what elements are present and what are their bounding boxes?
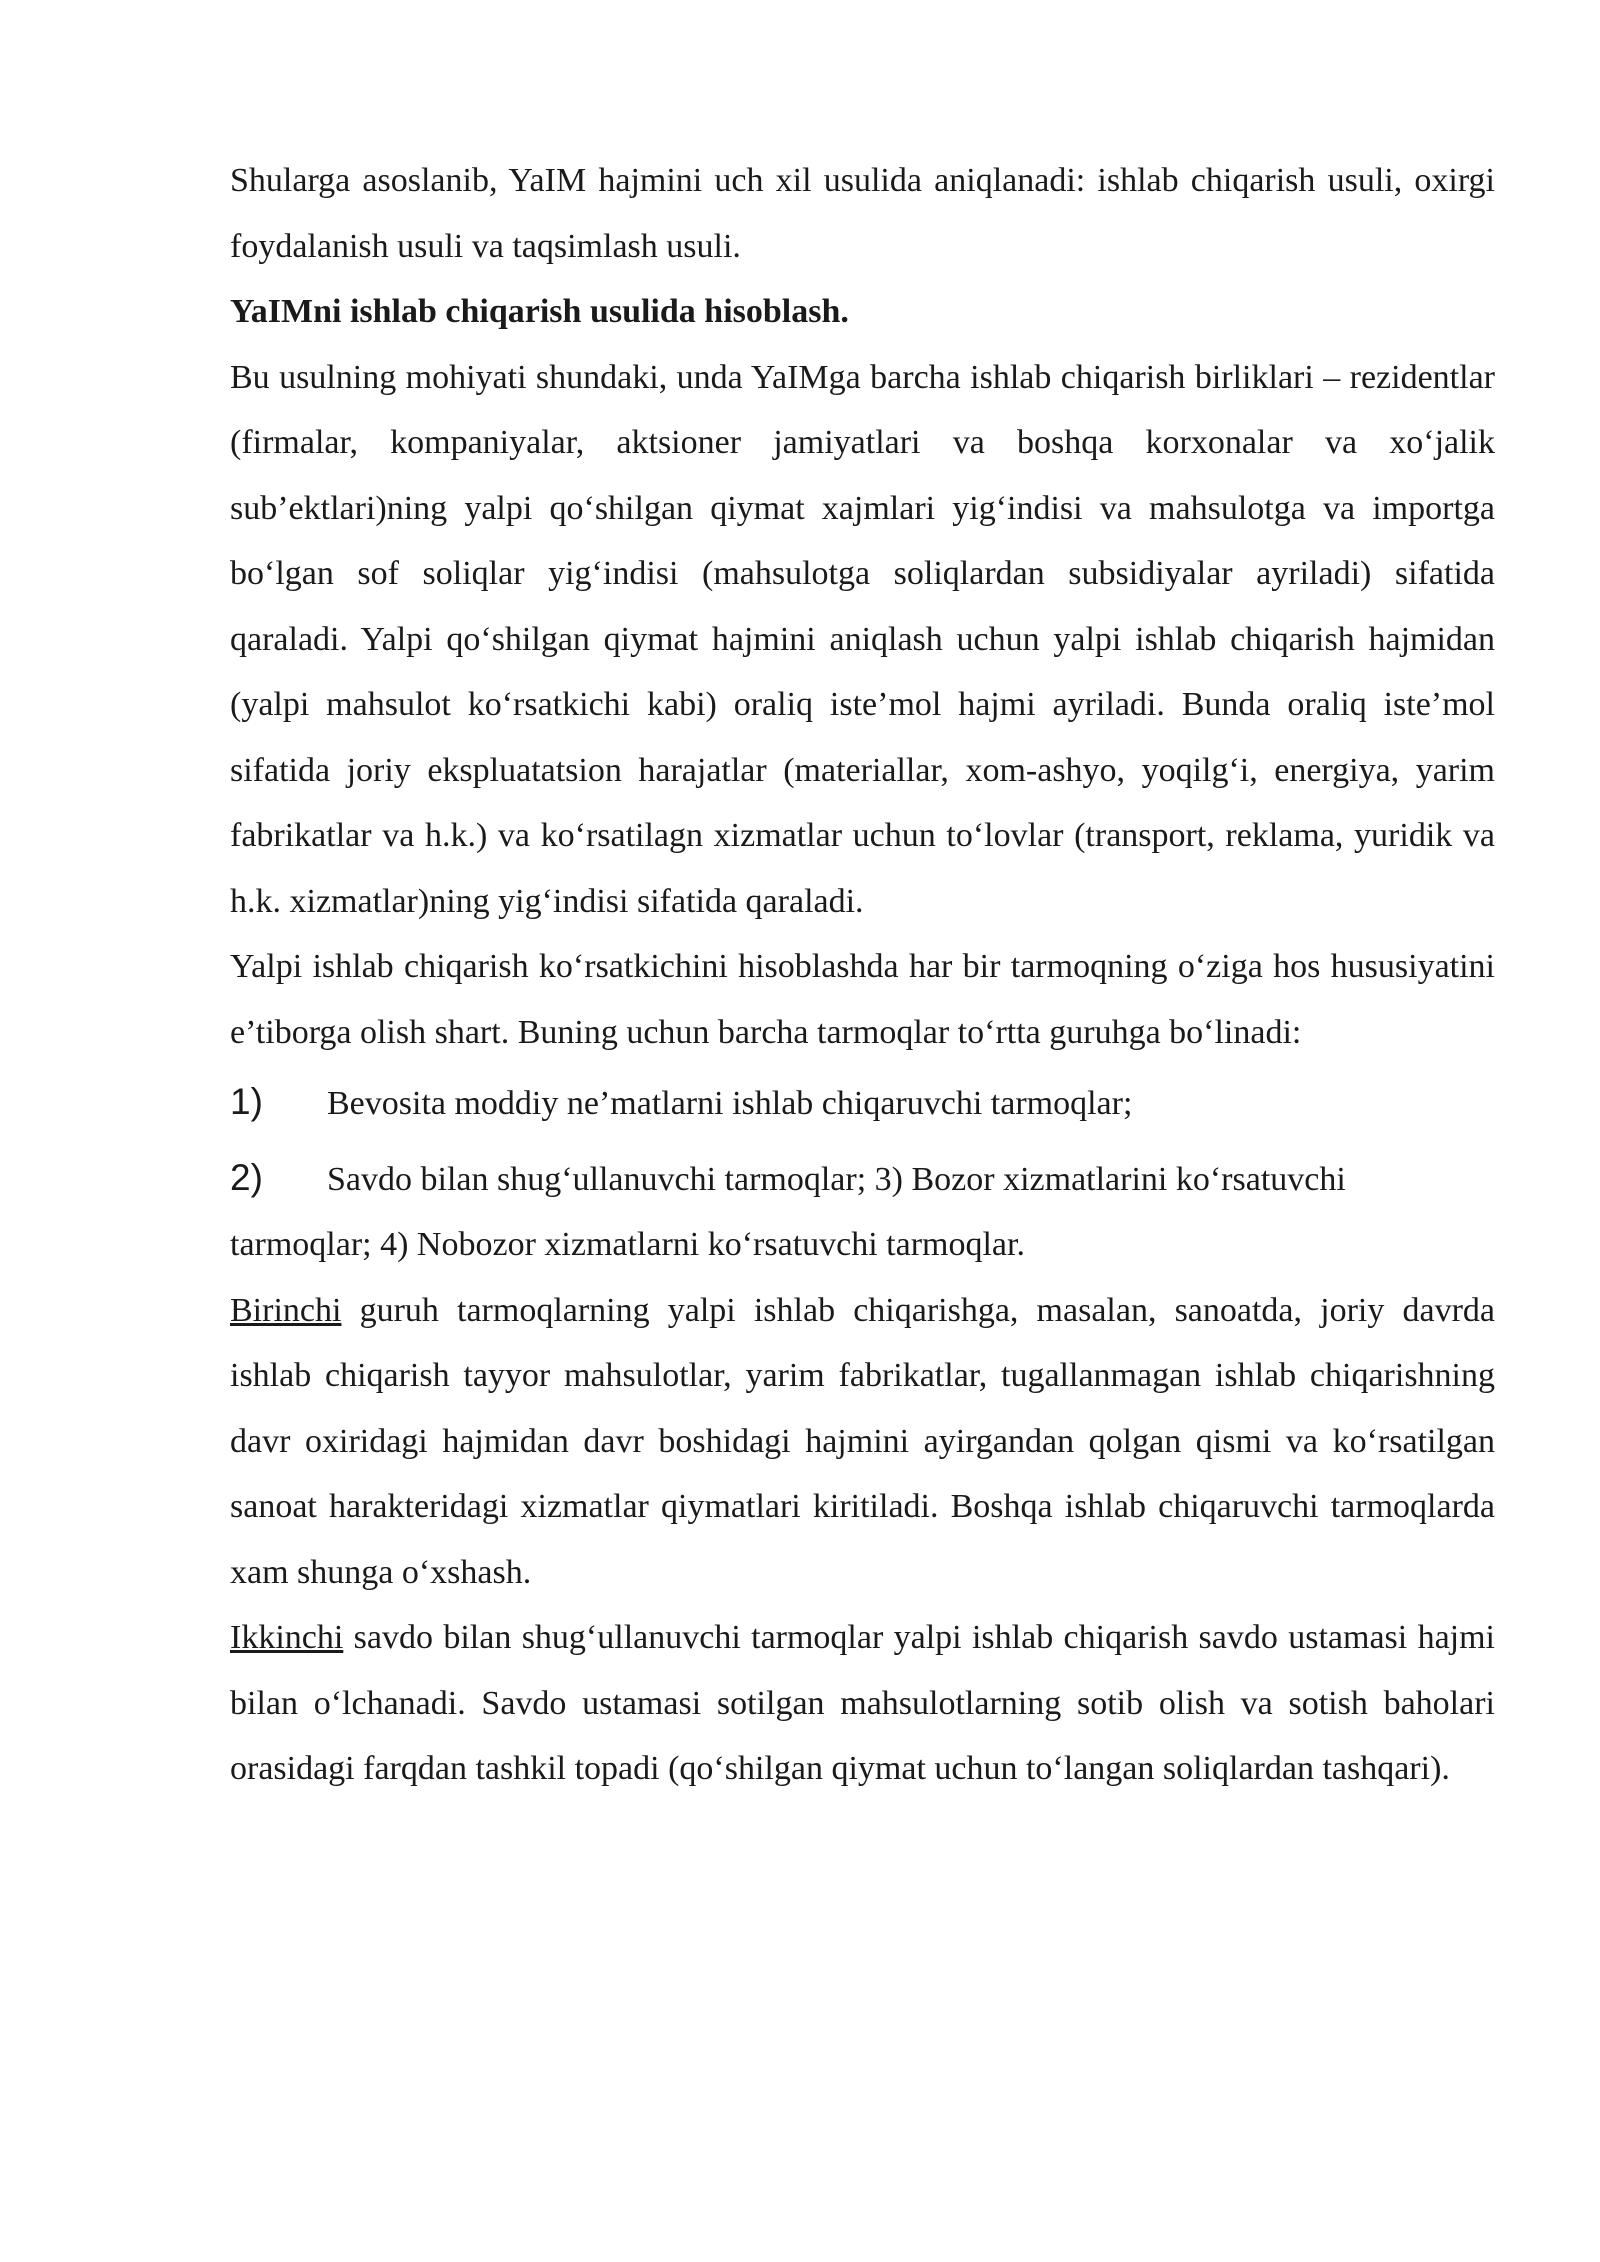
- list-text: Savdo bilan shug‘ullanuvchi tarmoqlar; 3) Bozor xizmatlarini ko‘rsatuvchi tarmoqlar; 4) Nobozor xizmatlarni ko‘rsatuvchi tarmoqlar.: [230, 1160, 1346, 1263]
- method-description-paragraph: Bu usulning mohiyati shundaki, unda YaIMga barcha ishlab chiqarish birliklari – rezidentlar (firmalar, kompaniyalar, aktsioner jamiyatlari va boshqa korxonalar va xo‘jalik sub’ektlari)ning yalpi qo‘shilgan qiymat xajmlari yig‘indisi va mahsulotga va importga bo‘lgan sof soliqlar yig‘indisi (mahsulotga soliqlardan subsidiyalar ayriladi) sifatida qaraladi. Yalpi qo‘shilgan qiymat hajmini aniqlash uchun yalpi ishlab chiqarish hajmidan (yalpi mahsulot ko‘rsatkichi kabi) oraliq iste’mol hajmi ayriladi. Bunda oraliq iste’mol sifatida joriy ekspluatatsion harajatlar (materiallar, xom-ashyo, yoqilg‘i, energiya, yarim fabrikatlar va h.k.) va ko‘rsatilagn xizmatlar uchun to‘lovlar (transport, reklama, yuridik va h.k. xizmatlar)ning yig‘indisi sifatida qaraladi.: [230, 358, 1495, 920]
- first-group-paragraph: [230, 1278, 1495, 1606]
- document-page: [230, 148, 1495, 1802]
- first-group-text: guruh tarmoqlarning yalpi ishlab chiqarishga, masalan, sanoatda, joriy davrda ishlab chiqarish tayyor mahsulotlar, yarim fabrikatlar, tugallanmagan ishlab chiqarishning davr oxiridagi hajmidan davr boshidagi hajmini ayirgandan qolgan qismi va ko‘rsatilgan sanoat harakteridagi xizmatlar qiymatlari kiritiladi. Boshqa ishlab chiqaruvchi tarmoqlarda xam shunga o‘xshash.: [230, 1291, 1495, 1591]
- second-group-paragraph: [230, 1605, 1495, 1802]
- first-group-lead: Birinchi: [230, 1291, 342, 1329]
- list-number: 2): [230, 1156, 263, 1198]
- list-item: [230, 1137, 1495, 1278]
- list-text: Bevosita moddiy ne’matlarni ishlab chiqaruvchi tarmoqlar;: [327, 1085, 1133, 1122]
- second-group-lead: Ikkinchi: [230, 1619, 344, 1656]
- sector-groups-paragraph: Yalpi ishlab chiqarish ko‘rsatkichini hisoblashda har bir tarmoqning o‘ziga hos hususiyatini e’tiborga olish shart. Buning uchun barcha tarmoqlar to‘rtta guruhga bo‘linadi:: [230, 948, 1495, 1051]
- list-item: [230, 1065, 1495, 1137]
- list-number: 1): [230, 1081, 263, 1122]
- intro-paragraph: Shularga asoslanib, YaIM hajmini uch xil usulida aniqlanadi: ishlab chiqarish usuli, oxirgi foydalanish usuli va taqsimlash usuli.: [230, 162, 1495, 265]
- second-group-text: savdo bilan shug‘ullanuvchi tarmoqlar yalpi ishlab chiqarish savdo ustamasi hajmi bilan o‘lchanadi. Savdo ustamasi sotilgan mahsulotlarning sotib olish va sotish baholari orasidagi farqdan tashkil topadi (qo‘shilgan qiymat uchun to‘langan soliqlardan tashqari).: [230, 1619, 1495, 1787]
- section-heading: YaIMni ishlab chiqarish usulida hisoblash.: [230, 293, 849, 330]
